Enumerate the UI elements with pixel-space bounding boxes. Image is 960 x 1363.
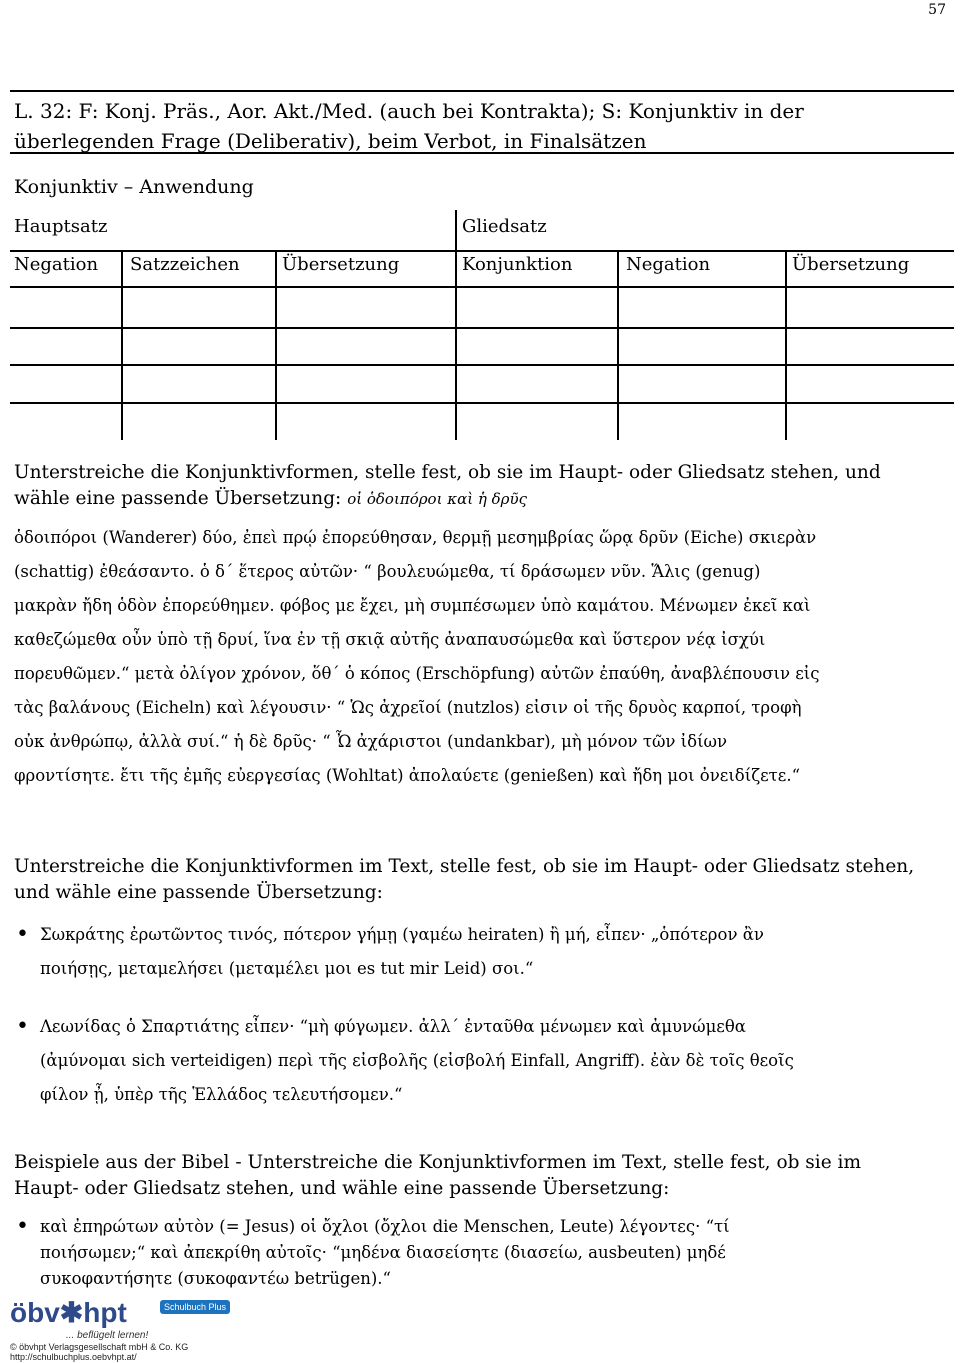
column-header: Negation <box>626 254 711 275</box>
divider <box>10 250 954 252</box>
divider <box>10 286 954 288</box>
hauptsatz-heading: Hauptsatz <box>14 216 108 237</box>
task-3-line-1: Beispiele aus der Bibel - Unterstreiche die Konjunktivformen im Text, stelle fest, ob sie im <box>14 1152 862 1173</box>
copyright: © öbvhpt Verlagsgesellschaft mbH & Co. KG <box>10 1342 189 1352</box>
bullet-icon: • <box>16 1014 29 1039</box>
text-title: οἱ ὁδοιπόροι καὶ ἡ δρῦς <box>347 490 527 508</box>
column-header: Satzzeichen <box>130 254 240 275</box>
task-2-line-2: und wähle eine passende Übersetzung: <box>14 882 383 903</box>
divider <box>10 327 954 329</box>
column-header: Konjunktion <box>462 254 573 275</box>
bullet-item <box>14 1214 950 1292</box>
column-header: Übersetzung <box>792 254 910 275</box>
text-line: οὐκ ἀνθρώπῳ, ἀλλὰ συί.“ ἡ δὲ δρῦς· “ Ὦ ἀχάριστοι (undankbar), μὴ μόνον τῶν ἰδίων <box>14 732 728 751</box>
text-line: φροντίσητε. ἔτι τῆς ἐμῆς εὐεργεσίας (Wohltat) ἀπολαύετε (genießen) καὶ ἤδη μοι ὀνειδίζετε.“ <box>14 766 801 785</box>
table-title: Konjunktiv – Anwendung <box>14 176 254 198</box>
text-line: ὁδοιπόροι (Wanderer) δύο, ἐπεὶ πρῴ ἐπορεύθησαν, θερμῇ μεσημβρίας ὥρᾳ δρῦν (Eiche) σκιερὰν <box>14 528 817 547</box>
divider <box>455 210 457 440</box>
logo-badge: Schulbuch Plus <box>160 1300 230 1314</box>
task-1-instruction: wähle eine passende Übersetzung: <box>14 488 342 509</box>
divider <box>617 250 619 440</box>
konjunktiv-table <box>10 210 954 440</box>
publisher-logo <box>10 1296 270 1362</box>
text-line: (schattig) ἐθεάσαντο. ὁ δ΄ ἕτερος αὐτῶν· “ βουλευώμεθα, τί δράσωμεν νῦν. Ἅλις (genug) <box>14 562 761 581</box>
url: http://schulbuchplus.oebvhpt.at/ <box>10 1352 137 1362</box>
task-3-line-2: Haupt- oder Gliedsatz stehen, und wähle eine passende Übersetzung: <box>14 1178 670 1199</box>
text-line: καὶ ἐπηρώτων αὐτὸν (= Jesus) οἱ ὄχλοι (ὄχλοι die Menschen, Leute) λέγοντες· “τί <box>40 1217 730 1236</box>
text-line: Λεωνίδας ὁ Σπαρτιάτης εἶπεν· “μὴ φύγωμεν. ἀλλ΄ ἐνταῦθα μένωμεν καὶ ἀμυνώμεθα <box>40 1017 746 1036</box>
lesson-header-line-2: überlegenden Frage (Deliberativ), beim Verbot, in Finalsätzen <box>14 129 647 153</box>
column-header: Übersetzung <box>282 254 400 275</box>
task-1-line-2 <box>14 486 527 512</box>
logo-slogan: ... beflügelt lernen! <box>66 1330 149 1341</box>
text-line: ποιήσῃς, μεταμελήσει (μεταμέλει μοι es tut mir Leid) σοι.“ <box>40 959 534 978</box>
text-line: Σωκράτης ἐρωτῶντος τινός, πότερον γήμῃ (γαμέω heiraten) ἢ μή, εἶπεν· „ὁπότερον ἂν <box>40 925 764 944</box>
bullet-item <box>14 918 950 986</box>
text-line: ποιήσωμεν;“ καὶ ἀπεκρίθη αὐτοῖς· “μηδένα διασείσητε (διασείω, ausbeuten) μηδέ <box>40 1243 726 1262</box>
text-line: μακρὰν ἤδη ὁδὸν ἐπορεύθημεν. φόβος με ἔχει, μὴ συμπέσωμεν ὑπὸ καμάτου. Μένωμεν ἐκεῖ καὶ <box>14 596 811 615</box>
bullet-item <box>14 1010 950 1112</box>
divider <box>785 250 787 440</box>
bullet-icon: • <box>16 922 29 947</box>
task-1-line-1: Unterstreiche die Konjunktivformen, stelle fest, ob sie im Haupt- oder Gliedsatz stehen, und <box>14 462 881 483</box>
lesson-header <box>10 90 954 154</box>
text-line: συκοφαντήσητε (συκοφαντέω betrügen).“ <box>40 1269 391 1288</box>
divider <box>10 402 954 404</box>
lesson-header-line-1: L. 32: F: Konj. Präs., Aor. Akt./Med. (auch bei Kontrakta); S: Konjunktiv in der <box>14 99 804 123</box>
divider <box>10 364 954 366</box>
text-line: καθεζώμεθα οὖν ὑπὸ τῇ δρυί, ἵνα ἐν τῇ σκιᾷ αὐτῆς ἀναπαυσώμεθα καὶ ὕστερον νέᾳ ἰσχύι <box>14 630 766 649</box>
divider <box>275 250 277 440</box>
task-2-line-1: Unterstreiche die Konjunktivformen im Text, stelle fest, ob sie im Haupt- oder Gliedsatz stehen, <box>14 856 915 877</box>
greek-text-1 <box>14 521 950 793</box>
bullet-icon: • <box>16 1214 29 1239</box>
page-number: 57 <box>928 2 946 18</box>
column-header: Negation <box>14 254 99 275</box>
text-line: (ἀμύνομαι sich verteidigen) περὶ τῆς εἰσβολῆς (εἰσβολή Einfall, Angriff). ἐὰν δὲ τοῖς θεοῖς <box>40 1051 794 1070</box>
logo-brand: öbv✱hpt <box>10 1297 127 1328</box>
text-line: τὰς βαλάνους (Eicheln) καὶ λέγουσιν· “ Ὡς ἀχρεῖοί (nutzlos) εἰσιν οἱ τῆς δρυὸς καρποί, τροφὴ <box>14 698 802 717</box>
text-line: φίλον ᾖ, ὑπὲρ τῆς Ἑλλάδος τελευτήσομεν.“ <box>40 1085 403 1104</box>
gliedsatz-heading: Gliedsatz <box>462 216 547 237</box>
divider <box>121 250 123 440</box>
text-line: πορευθῶμεν.“ μετὰ ὀλίγον χρόνον, ὅθ΄ ὁ κόπος (Erschöpfung) αὐτῶν ἐπαύθη, ἀναβλέπουσιν εἰς <box>14 664 820 683</box>
